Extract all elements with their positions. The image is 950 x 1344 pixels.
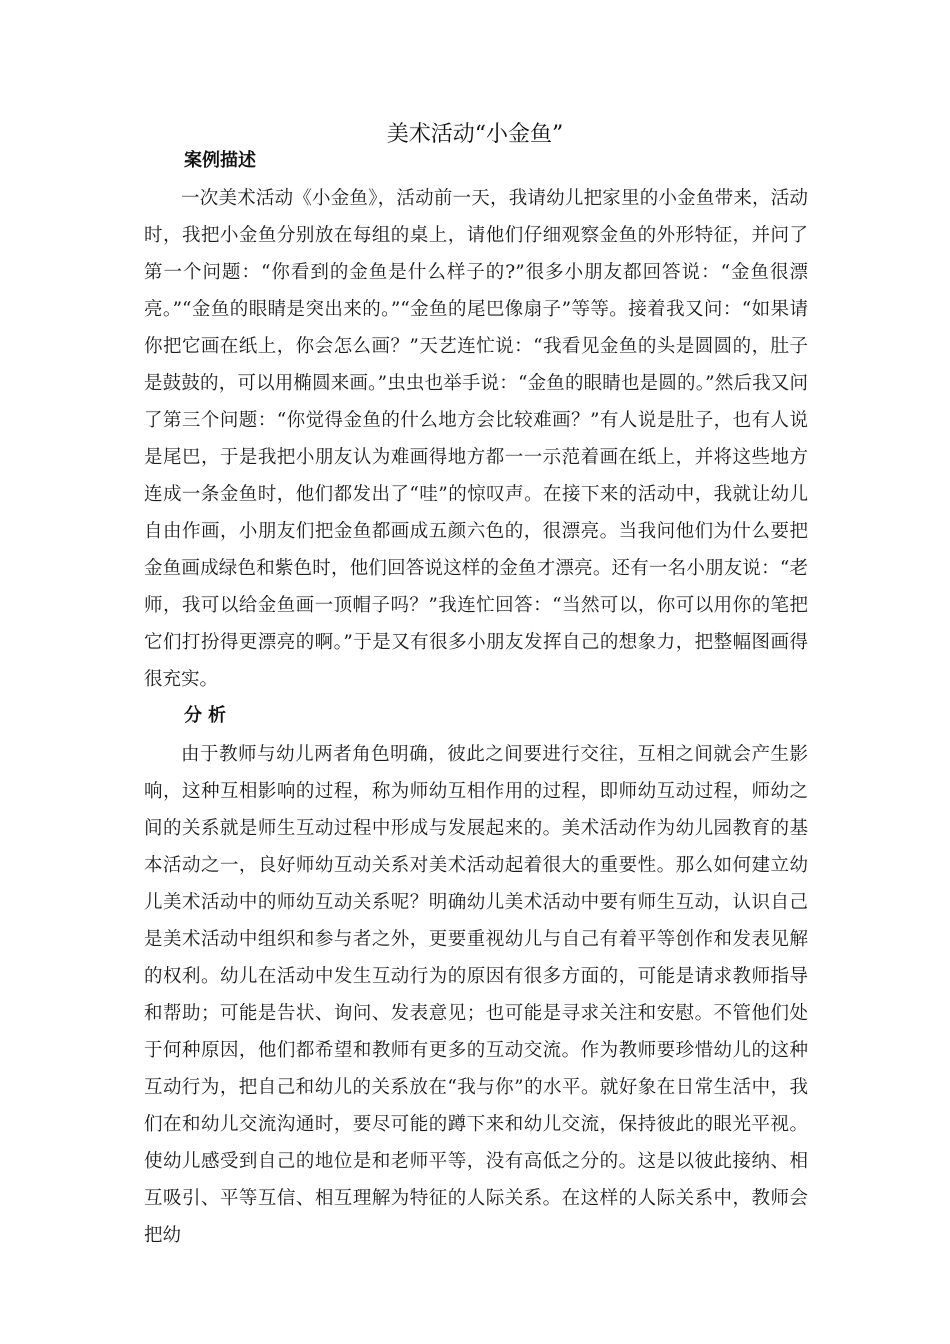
section-paragraph-case-description: 一次美术活动《小金鱼》，活动前一天，我请幼儿把家里的小金鱼带来，活动时，我把小金鱼分别放在每组的桌上，请他们仔细观察金鱼的外形特征，并问了第一个问题：“你看到的金鱼是什么样子的?”很多小朋友都回答说：“金鱼很漂亮。”“金鱼的眼睛是突出来的。”“金鱼的尾巴像扇子”等等。接着我又问：“如果请你把它画在纸上，你会怎么画？”天艺连忙说：“我看见金鱼的头是圆圆的，肚子是鼓鼓的，可以用椭圆来画。”虫虫也举手说：“金鱼的眼睛也是圆的。”然后我又问了第三个问题：“你觉得金鱼的什么地方会比较难画？”有人说是肚子，也有人说是尾巴，于是我把小朋友认为难画得地方都一一示范着画在纸上，并将这些地方连成一条金鱼时，他们都发出了“哇”的惊叹声。在接下来的活动中，我就让幼儿自由作画，小朋友们把金鱼都画成五颜六色的，很漂亮。当我问他们为什么要把金鱼画成绿色和紫色时，他们回答说这样的金鱼才漂亮。还有一名小朋友说：“老师，我可以给金鱼画一顶帽子吗？”我连忙回答：“当然可以，你可以用你的笔把它们打扮得更漂亮的啊。”于是又有很多小朋友发挥自己的想象力，把整幅图画得很充实。 [144, 188, 808, 690]
section-heading-analysis: 分析 [184, 705, 232, 726]
section-paragraph-analysis: 由于教师与幼儿两者角色明确，彼此之间要进行交往，互相之间就会产生影响，这种互相影响的过程，称为师幼互相作用的过程，即师幼互动过程，师幼之间的关系就是师生互动过程中形成与发展起来的。美术活动作为幼儿园教育的基本活动之一，良好师幼互动关系对美术活动起着很大的重要性。那么如何建立幼儿美术活动中的师幼互动关系呢？明确幼儿美术活动中要有师生互动，认识自己是美术活动中组织和参与者之外，更要重视幼儿与自己有着平等创作和发表见解的权利。幼儿在活动中发生互动行为的原因有很多方面的，可能是请求教师指导和帮助；可能是告状、询问、发表意见；也可能是寻求关注和安慰。不管他们处于何种原因，他们都希望和教师有更多的互动交流。作为教师要珍惜幼儿的这种互动行为，把自己和幼儿的关系放在“我与你”的水平。就好象在日常生活中，我们在和幼儿交流沟通时，要尽可能的蹲下来和幼儿交流，保持彼此的眼光平视。使幼儿感受到自己的地位是和老师平等，没有高低之分的。这是以彼此接纳、相互吸引、平等互信、相互理解为特征的人际关系。在这样的人际关系中，教师会把幼 [144, 744, 808, 1246]
section-heading-case-description: 案例描述 [184, 150, 256, 171]
document-title: 美术活动“小金鱼” [386, 122, 564, 147]
